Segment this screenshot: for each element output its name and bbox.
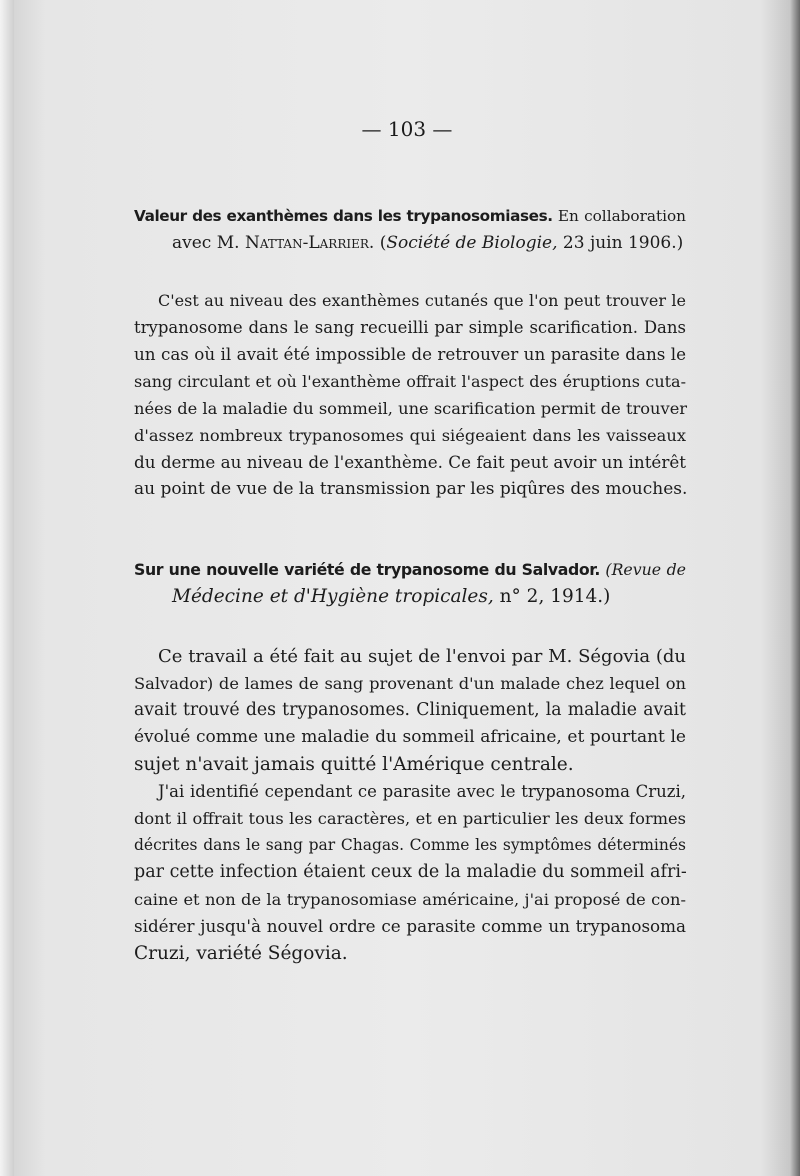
section-2-journal: Médecine et d'Hygiène tropicales, <box>172 586 494 607</box>
page-number: — 103 — <box>361 117 453 141</box>
paragraph-line: trypanosome dans le sang recueilli par simple scarification. Dans <box>134 318 686 337</box>
section-1 <box>134 203 686 257</box>
page-edge-shadow <box>790 0 800 1176</box>
section-2-title: Sur une nouvelle variété de trypanosome du Salvador. <box>134 560 600 579</box>
paragraph-line: sidérer jusqu'à nouvel ordre ce parasite comme un trypanosoma <box>134 916 686 936</box>
paragraph-line: d'assez nombreux trypanosomes qui siégeaient dans les vaisseaux <box>134 426 686 445</box>
section-1-title: Valeur des exanthèmes dans les trypanosomiases. <box>134 207 553 225</box>
section-1-source-open: ( <box>379 233 387 253</box>
paragraph-line: dont il offrait tous les caractères, et en particulier les deux formes <box>134 809 686 828</box>
section-1-journal: Société de Biologie, <box>386 233 558 253</box>
paragraph-line: évolué comme une maladie du sommeil africaine, et pourtant le <box>134 727 686 747</box>
paragraph-line: Salvador) de lames de sang provenant d'un malade chez lequel on <box>134 674 686 693</box>
paragraph-line: par cette infection étaient ceux de la maladie du sommeil afri- <box>134 862 687 882</box>
paragraph-line: au point de vue de la transmission par les piqûres des mouches. <box>134 479 688 499</box>
section-2-source-open: (Revue de <box>605 560 686 579</box>
paragraph-line: décrites dans le sang par Chagas. Comme les symptômes déterminés <box>134 836 686 854</box>
paragraph-line: J'ai identifié cependant ce parasite avec le trypanosoma Cruzi, <box>158 782 686 801</box>
paragraph-line: avait trouvé des trypanosomes. Cliniquement, la maladie avait <box>134 700 686 720</box>
section-1-date: 23 juin 1906.) <box>562 233 684 253</box>
section-2-paragraph-1 <box>134 643 686 778</box>
paragraph-line: C'est au niveau des exanthèmes cutanés que l'on peut trouver le <box>158 291 686 310</box>
paragraph-line: caine et non de la trypanosomiase américaine, j'ai proposé de con- <box>134 890 686 909</box>
section-2-issue: n° 2, 1914.) <box>499 586 611 607</box>
scan-left-margin <box>0 0 14 1176</box>
paragraph-line: Cruzi, variété Ségovia. <box>134 943 348 964</box>
section-1-author: Nattan-Larrier. <box>244 233 375 253</box>
section-2 <box>134 556 686 610</box>
section-2-heading-line-2 <box>134 583 686 610</box>
section-1-collab-prefix: En collaboration <box>557 207 686 225</box>
paragraph-line: du derme au niveau de l'exanthème. Ce fait peut avoir un intérêt <box>134 452 686 472</box>
paragraph-line: sujet n'avait jamais quitté l'Amérique centrale. <box>134 754 574 775</box>
paragraph-line: nées de la maladie du sommeil, une scarification permit de trouver <box>134 399 688 418</box>
section-1-heading-line-2 <box>134 230 686 257</box>
section-2-paragraph-2 <box>134 778 686 967</box>
paragraph-line: sang circulant et où l'exanthème offrait l'aspect des éruptions cuta- <box>134 372 686 391</box>
section-1-heading-line-1 <box>134 203 686 230</box>
section-1-collab-by: avec M. <box>172 233 240 253</box>
paragraph-line: Ce travail a été fait au sujet de l'envoi par M. Ségovia (du <box>158 646 686 667</box>
paragraph-line: un cas où il avait été impossible de retrouver un parasite dans le <box>134 344 686 364</box>
section-1-paragraph <box>134 287 686 503</box>
section-2-heading-line-1 <box>134 556 686 583</box>
